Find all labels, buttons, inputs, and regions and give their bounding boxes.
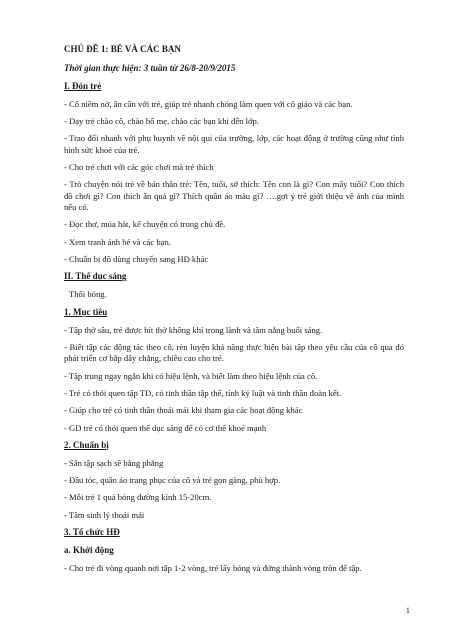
don-tre-list	[64, 99, 404, 266]
paragraph: - Đầu tóc, quần áo trang phục của cô và trẻ gọn gàng, phù hợp.	[64, 475, 281, 486]
exercise-name: Thổi bóng.	[69, 289, 107, 300]
section-heading-don-tre: I. Đón trẻ	[64, 80, 102, 91]
paragraph: - Cho trẻ chơi với các góc chơi mà trẻ thích	[64, 162, 214, 172]
paragraph: - Xem tranh ảnh bé và các bạn.	[64, 236, 171, 247]
paragraph: - Chuẩn bị đồ dùng chuyển sang HĐ khác	[64, 254, 209, 265]
subsection-heading-muc-tieu: 1. Mục tiêu	[64, 306, 108, 317]
subsection-heading-to-chuc: 3. Tổ chức HĐ	[64, 527, 120, 538]
time-period: Thời gian thực hiện: 3 tuần từ 26/8-20/9/2015	[64, 62, 236, 73]
paragraph: - Giúp cho trẻ có tinh thần thoải mái khi tham gia các hoạt động khác	[64, 405, 303, 416]
paragraph: - Trẻ có thói quen tập TD, có tinh thần tập thể, tính kỷ luật và tinh thần đoàn kết.	[64, 387, 342, 398]
paragraph: - Tập thở sâu, trẻ được hít thở không khí trong lành và tăm nắng buổi sáng.	[64, 324, 323, 335]
muc-tieu-list	[64, 325, 404, 434]
paragraph: - GD trẻ có thói quen thể dục sáng để có cơ thể khoẻ mạnh	[64, 422, 267, 433]
chuan-bi-list	[64, 458, 404, 521]
paragraph: - Mỗi trẻ 1 quả bóng đường kính 15-20cm.	[64, 492, 212, 503]
paragraph: - Đọc thơ, múa hát, kể chuyện có trong chủ đề.	[64, 219, 226, 230]
subsection-heading-chuan-bi: 2. Chuẩn bị	[64, 439, 109, 450]
paragraph: - Cho trẻ đi vòng quanh nơi tập 1-2 vòng, trẻ lấy bóng và đứng thành vòng tròn để tập.	[64, 562, 362, 573]
paragraph: - Trò chuyện nói trẻ về bản thân trẻ: Tên, tuổi, sở thích: Tên con là gì? Con mấy tuổi? Con thích đồ chơi gì? Con thích ăn quả gì? Thích quần áo màu gì? ….gợi ý trẻ giới thiệu về ảnh của mình nếu có.	[64, 179, 404, 213]
paragraph: - Sân tập sạch sẽ bằng phẳng	[64, 457, 164, 468]
page-number: 1	[405, 604, 410, 615]
paragraph: - Dạy trẻ chào cô, chào bố mẹ, chào các bạn khi đến lớp.	[64, 115, 259, 126]
paragraph: - Tập trung ngay ngắn khi có hiệu lệnh, và biết làm theo hiệu lệnh của cô.	[64, 370, 318, 381]
paragraph: - Tâm sinh lý thoải mái	[64, 509, 145, 520]
section-heading-the-duc-sang: II. Thể dục sáng	[64, 271, 127, 282]
paragraph: - Biết tập các động tác theo cô, rèn luyện khả năng thực hiện bài tập theo yêu cầu của cô qua đó phát triển cơ bắp dây chằng, chiều cao cho trẻ.	[64, 341, 404, 364]
paragraph: - Cô niềm nở, ân cần với trẻ, giúp trẻ nhanh chóng làm quen với cô giáo và các bạn.	[64, 98, 353, 109]
subsection-heading-khoi-dong: a. Khởi động	[64, 545, 114, 556]
document-title: CHỦ ĐỀ 1: BÉ VÀ CÁC BẠN	[64, 44, 181, 54]
paragraph: - Trao đổi nhanh với phụ huynh về nội qui của trường, lớp, các hoạt động ở trường cũng như tình hình sức khoẻ của trẻ.	[64, 133, 404, 155]
